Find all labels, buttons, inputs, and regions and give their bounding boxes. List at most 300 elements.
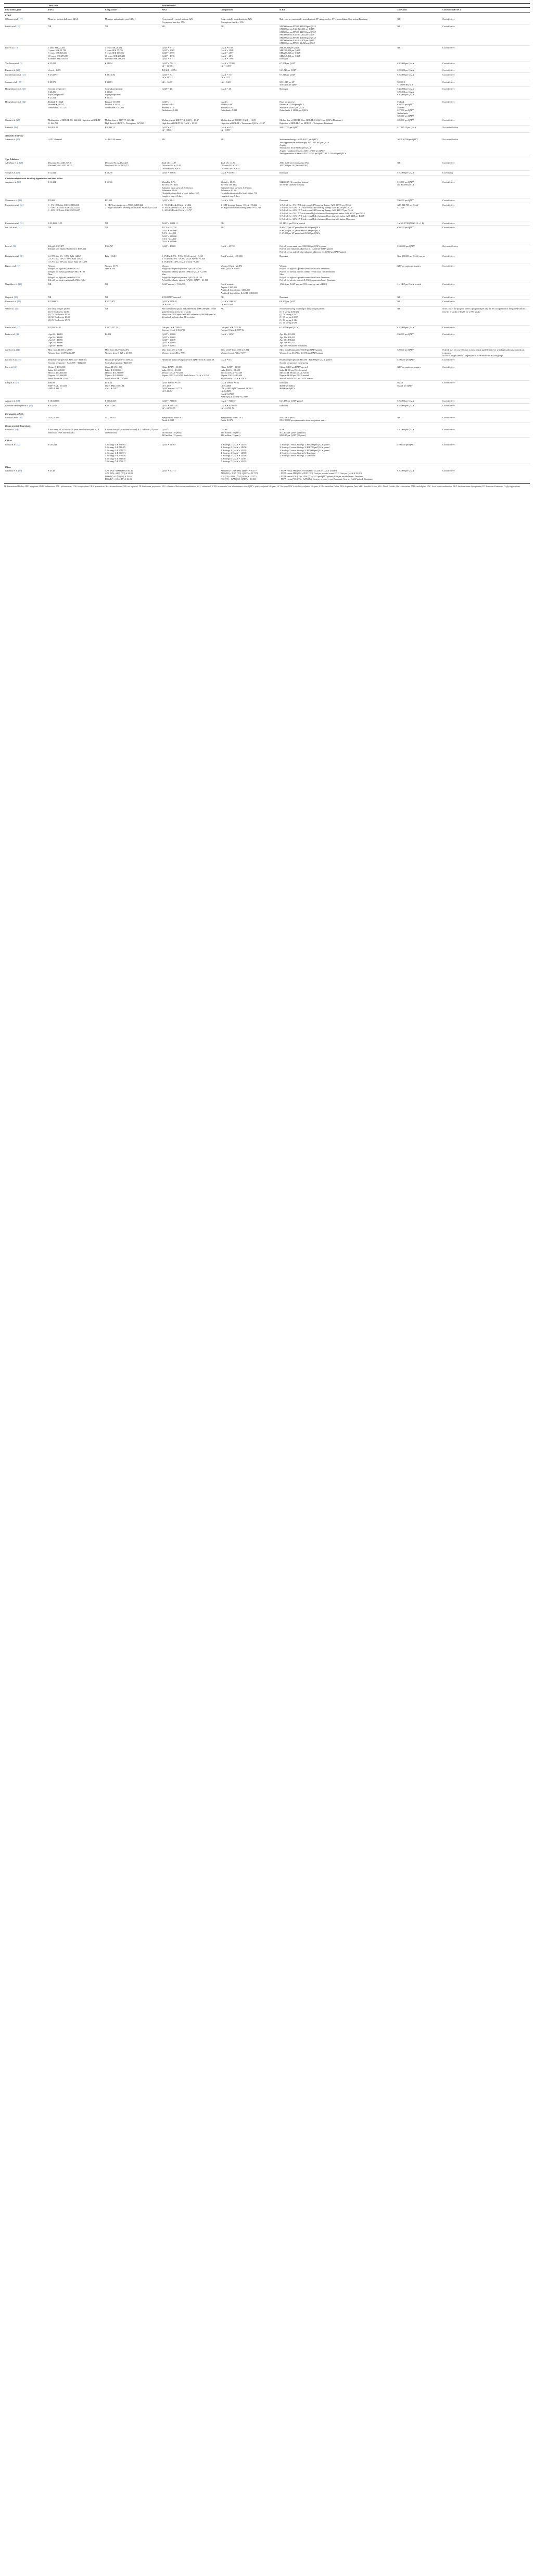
cell-line: Cost-effective: [442, 265, 455, 268]
conclusion-cell: [441, 24, 530, 45]
table-row: [4, 118, 530, 126]
author-name: Aguiar et al.: [5, 400, 16, 403]
threshold-cell: [396, 126, 441, 133]
cell-line: NR: [221, 24, 224, 28]
cell-line: € 20,000 per QALY: [397, 61, 414, 65]
author-name: O'Connor et al.: [5, 18, 18, 21]
comparator-cost-cell: [104, 72, 161, 80]
comparator-outcome-cell: [220, 87, 278, 100]
author-cell: [4, 332, 47, 348]
cell-line: Cost-effective: [442, 18, 455, 21]
cell-line: NR: [105, 24, 108, 28]
reference-link[interactable]: [42]: [17, 326, 20, 329]
comparator-outcome-cell: [220, 68, 278, 72]
reference-link[interactable]: [28]: [19, 161, 23, 164]
reference-link[interactable]: [33]: [19, 222, 23, 225]
cell-line: 3 × GDP per DALY averted: [397, 283, 422, 286]
comparator-cost-cell: [104, 161, 161, 171]
cell-line: Discount 10%: = 9.34: [221, 167, 240, 170]
cell-line: Women: from £1,078 to £2,097: [48, 351, 75, 354]
cell-line: 6. Polypill for >20% CVD risk versus High-cholesterol lowering with statins: Dominant: [279, 217, 355, 220]
comparator-cost-cell: [104, 403, 161, 410]
cell-line: $10,000 per QALY: [397, 180, 414, 183]
reference-link[interactable]: [53]: [18, 469, 22, 472]
fdc-outcome-cell: [161, 221, 220, 226]
cell-line: € 27,607.77: [48, 73, 59, 76]
reference-link[interactable]: [22]: [18, 80, 22, 83]
fdc-outcome-cell: [161, 443, 220, 464]
comparator-cost-cell: [104, 325, 161, 332]
cell-line: QALYs:: [161, 428, 169, 431]
cell-line: Finland: € 18,021: [48, 100, 63, 103]
cell-line: (1) 0: saving £ (80.27): [279, 310, 299, 313]
cell-line: Mexico: I$ 100 per DALY averted: [279, 371, 309, 374]
icer-cell: [278, 80, 396, 87]
comparator-outcome-cell: [220, 138, 278, 156]
table-row: [4, 87, 530, 100]
cell-line: QALY = 8.0040: [161, 171, 176, 175]
cell-line: Baht 100,000 per DALY averted: [397, 254, 425, 257]
fdc-outcome-cell: [161, 295, 220, 299]
author-name: Ong et al.: [5, 295, 14, 298]
author-cell: [4, 348, 47, 358]
reference-link[interactable]: [20]: [16, 69, 20, 72]
icer-cell: [278, 365, 396, 381]
reference-link[interactable]: [50]: [18, 416, 22, 419]
cell-line: Worst case (50% uptake and 50% adherence): 900,000 years of life gained without a first MI or stroke: [161, 313, 216, 319]
cell-line: QALY = 11.567: [221, 333, 235, 336]
reference-link[interactable]: [18]: [17, 24, 20, 28]
cell-line: $11,728: [397, 206, 404, 209]
cell-line: € 7,318 per QALY: [279, 73, 296, 76]
author-name: Bansback et al.: [5, 416, 18, 419]
cell-line: $102,767: [105, 244, 113, 247]
cell-line: € 10,628,669: [105, 400, 117, 403]
cell-line: Netherlands:: [397, 111, 409, 115]
cell-line: Discount 10%: AUD 19,775: [105, 164, 130, 167]
cell-line: € 30,000 per QALY: [397, 469, 414, 472]
conclusion-cell: [441, 428, 530, 438]
cell-line: Cost-effective: [442, 416, 455, 419]
conclusion-cell: [441, 443, 530, 464]
cell-line: QALY = 7.5509: [221, 61, 235, 65]
cell-line: Length of stay: 4.5 days: [161, 194, 183, 197]
comparator-outcome-cell: [220, 161, 278, 171]
cell-line: (1) 75: saving £ 16.12: [279, 313, 299, 316]
author-cell: [4, 171, 47, 175]
cell-line: Women:: [48, 265, 56, 268]
cell-line: Nigeria: I$ 3,898,000: [105, 374, 124, 377]
icer-cell: [278, 17, 396, 24]
cell-line: Sweden: € 18,934: [48, 103, 64, 106]
fdc-outcome-cell: [161, 203, 220, 221]
table-row: [4, 403, 530, 410]
cell-line: Cost-effective: [442, 295, 455, 298]
header-group-cell: [278, 4, 396, 8]
comparator-outcome-cell: [220, 358, 278, 365]
author-name: Wald et al.: [5, 307, 15, 310]
cell-line: $ 2,140.41 per DALY averted: [279, 222, 305, 225]
reference-link[interactable]: [44]: [16, 349, 20, 352]
cell-line: €20,000 per QALY: [397, 103, 414, 106]
comparator-outcome-cell: [220, 348, 278, 358]
reference-link[interactable]: [37]: [17, 265, 20, 268]
cell-line: High dose of BDP/FF + Tiotropium: QALY = 13.17: [221, 121, 265, 125]
section-heading-row: [4, 438, 530, 443]
comparator-cost-cell: [104, 61, 161, 68]
cell-line: Polypill plus enhanced adherence: $109,655: [48, 247, 86, 251]
table-row: [4, 365, 530, 381]
cell-line: Women: from 4.733 to 7.677: [221, 351, 246, 354]
cell-line: Men: from £1,275 to £2,074: [105, 349, 130, 352]
header-group-total-costs: Total costs: [47, 4, 161, 8]
reference-link[interactable]: [26]: [14, 126, 18, 129]
cell-line: Women: € 178: [105, 265, 118, 268]
threshold-cell: [396, 72, 441, 80]
cell-line: Age 45+: $3,090: [48, 335, 63, 339]
cell-line: $70,000: [48, 199, 56, 202]
fdc-cost-cell: [47, 203, 104, 221]
comparator-cost-cell: [104, 348, 161, 358]
fdc-cost-cell: [47, 416, 104, 422]
cell-line: Men: € 384: [105, 267, 115, 270]
reference-link[interactable]: [36]: [19, 254, 23, 257]
section-title: Cancer: [5, 439, 12, 442]
table-row: [4, 416, 530, 422]
comparator-cost-cell: [104, 332, 161, 348]
reference-link[interactable]: [46]: [13, 366, 17, 369]
cell-line: Sweden: 6.138: [161, 106, 175, 109]
cell-line: € 20,000 per QALY: [397, 88, 414, 91]
icer-cell: [278, 254, 396, 264]
cell-line: Age 55+: $3,096: [48, 341, 63, 344]
cell-line: 3. Strategy 3: $ 272,875: [105, 449, 126, 452]
comparator-outcome-cell: [220, 180, 278, 198]
author-cell: [4, 443, 47, 464]
cell-line: € 8,205 per QALY: [279, 300, 296, 303]
author-cell: [4, 72, 47, 80]
comparator-cost-cell: [104, 381, 161, 399]
cell-line: Cost-effective: [442, 469, 455, 472]
reference-link[interactable]: [34]: [17, 226, 21, 229]
comparator-cost-cell: [104, 24, 161, 45]
cell-line: AUD 50,000 per QALY: [397, 138, 418, 141]
table-row: [4, 443, 530, 464]
cell-line: SFC500 versus SAL: $41,011 per QALY: [279, 33, 315, 36]
comparator-outcome-cell: [220, 17, 278, 24]
threshold-cell: [396, 365, 441, 381]
fdc-cost-cell: [47, 282, 104, 295]
cell-line: NR: [397, 18, 401, 21]
comparator-cost-cell: [104, 99, 161, 118]
cell-line: APR (PO) + ONS (PO): QALYs = 0.4777: [221, 469, 257, 472]
cell-line: € 21,163: [48, 96, 56, 99]
threshold-cell: [396, 61, 441, 68]
cell-line: Survival: 493 days: [161, 183, 178, 186]
cell-line: Societal perspective: Cost-saving: [279, 361, 308, 364]
fdc-outcome-cell: [161, 87, 220, 100]
cell-line: NR: [48, 283, 52, 286]
reference-link[interactable]: [47]: [15, 381, 19, 384]
cell-line: A: LY = 244,009: [161, 226, 176, 229]
cell-line: 2 - High-cholesterol lowering with statins: ARS $40,273,626: [105, 206, 157, 209]
threshold-cell: [396, 226, 441, 244]
table-row: [4, 68, 530, 72]
icer-cell: [278, 300, 396, 307]
cell-line: Median dose of BDP/FF: £45,042: [105, 119, 134, 122]
reference-link[interactable]: [48]: [16, 400, 20, 403]
cell-line: Anti-hypertensive monotherapy: AUD 231,300 per QALY: [279, 141, 329, 144]
cell-line: QALY = 8.4902: [221, 171, 235, 175]
author-name: Megiddo et al.: [5, 283, 18, 286]
reference-link[interactable]: [30]: [17, 180, 21, 183]
cell-line: % successfully treated patients: 62%: [161, 18, 193, 21]
fdc-outcome-cell: [161, 68, 220, 72]
comparator-outcome-cell: [220, 24, 278, 45]
table-row: [4, 161, 530, 171]
cell-line: FOS (IV) + GAN (IV): € 64.01: [105, 478, 132, 481]
cell-line: C: €7,800 per LY gained and €9,500 per QALY: [279, 232, 320, 235]
comparator-outcome-cell: [220, 307, 278, 325]
fdc-cost-cell: [47, 399, 104, 403]
cell-line: Cost-effective: [442, 254, 455, 257]
cell-line: Median dose of BDP/FF-G vs. BDP/FF: £121,214 per QALY (Dominant): [279, 119, 342, 122]
comparator-cost-cell: [104, 264, 161, 282]
cell-line: $465.90: [48, 381, 56, 384]
reference-link[interactable]: [43]: [16, 333, 20, 336]
fdc-cost-cell: [47, 348, 104, 358]
reference-link[interactable]: [5]: [20, 61, 22, 65]
conclusion-cell: [441, 45, 530, 61]
cell-line: Sweden: 6.163: [221, 106, 234, 109]
comparator-outcome-cell: [220, 99, 278, 118]
column-header: FDCs: [47, 8, 104, 12]
fdc-outcome-cell: [161, 300, 220, 307]
reference-link[interactable]: [29]: [16, 171, 20, 175]
author-cell: [4, 244, 47, 254]
cell-line: - NEPA versus APR (PO) + ONS (PO): € 3,236 per QALY avoided: [279, 469, 337, 472]
cell-line: 3. CVD risk: 20% and above: Baht 1,014,678: [48, 260, 87, 263]
threshold-cell: [396, 443, 441, 464]
cell-line: €20,000 per QALY: [397, 226, 414, 229]
cell-line: $ 1,994,818: [48, 300, 59, 303]
cell-line: QALY = 2.897: [221, 52, 234, 55]
author-name: Hoogendoorn et al.: [5, 88, 22, 91]
cell-line: 50,000 $: [397, 80, 405, 83]
fdc-cost-cell: [47, 138, 104, 156]
fdc-outcome-cell: [161, 469, 220, 481]
table-row: [4, 180, 530, 198]
cell-line: 7. Strategy 7: QALY = 14.495: [221, 460, 247, 463]
threshold-cell: [396, 416, 441, 422]
cell-line: Women:: [161, 265, 169, 268]
cell-line: LY = 8.857: [221, 129, 231, 132]
cell-line: Cost-effective: [442, 69, 455, 72]
conclusion-cell: [441, 399, 530, 403]
cell-line: DALY averted:: [221, 283, 234, 286]
cell-line: Payer perspective:: [279, 100, 296, 103]
reference-link[interactable]: [19]: [15, 46, 19, 49]
cell-line: Polypill versus usual care: $390,900 per QALY gained: [279, 244, 326, 247]
cell-line: Societal perspective:: [48, 88, 66, 91]
threshold-cell: [396, 24, 441, 45]
author-name: Sampaio et al.: [5, 80, 18, 83]
cell-line: QALY = 5148.35: [221, 300, 236, 303]
column-header: Comparators: [220, 8, 278, 12]
reference-link[interactable]: [21]: [22, 73, 26, 76]
reference-link[interactable]: [31]: [18, 199, 22, 202]
cell-line: 1. Strategy 1: $ 273,904: [105, 443, 126, 446]
cell-line: Cost-effective: [442, 428, 455, 431]
icer-cell: [278, 282, 396, 295]
author-cell: [4, 282, 47, 295]
cell-line: China: I$ 3,941,000: [105, 366, 122, 369]
cell-line: Cost-effective: [442, 73, 455, 76]
cell-line: 1 year: SEK 26,603: [105, 46, 122, 49]
author-cell: [4, 469, 47, 481]
reference-link[interactable]: [27]: [16, 138, 20, 141]
cell-line: QALY = 11.669: [161, 335, 176, 339]
cell-line: Cost per QALY: € 8,877.04: [221, 328, 245, 331]
document-page: [0, 0, 534, 492]
fdc-outcome-cell: [161, 403, 220, 410]
cell-line: Aspirin: 1,860,000: [221, 285, 237, 289]
author-name: Ferket et al.: [5, 333, 16, 336]
author-cell: [4, 416, 47, 422]
author-cell: [4, 45, 47, 61]
author-cell: [4, 403, 47, 410]
reference-link[interactable]: [52]: [16, 443, 20, 446]
cell-line: $ 25,575: [48, 80, 56, 83]
comparator-outcome-cell: [220, 61, 278, 68]
cell-line: - NEPA versus FOS (IV) + GAN (IV): Cost per avoided event: Dominant; Cost per QALY gained: Dominant: [279, 478, 373, 481]
cell-line: 1 - 10% CVD risk: ARS $43,233,355: [48, 206, 80, 209]
table-row: [4, 428, 530, 438]
cell-line: $ 13,384: [48, 180, 56, 183]
cell-line: Cost-effective: [442, 61, 455, 65]
author-name: Serra-Rexach et al.: [5, 73, 22, 76]
table-row: [4, 221, 530, 226]
cell-line: 5. Strategy 5 versus Strategy 7: Dominant: [279, 454, 315, 457]
cell-line: € 23,295: [48, 90, 56, 93]
cell-line: QALY = 5278.48: [161, 300, 177, 303]
comparator-outcome-cell: [220, 399, 278, 403]
conclusion-cell: [441, 126, 530, 133]
threshold-cell: [396, 198, 441, 203]
cell-line: $ 13,250: [105, 171, 113, 175]
reference-link[interactable]: [51]: [15, 428, 19, 431]
cell-line: Age 45+: $36,912: [279, 335, 295, 339]
cell-line: QALY = 1.905: [161, 49, 175, 52]
cell-line: (1) 25: Total costs: £7.74: [48, 318, 70, 321]
cell-line: FOS (IV) + GAN (IV): QALYs = 0.0183: [221, 478, 256, 481]
threshold-cell: [396, 381, 441, 399]
cell-line: OM + AML: $ 501.84: [105, 384, 124, 387]
cell-line: QALY = 7329.57: [221, 400, 236, 403]
cell-line: € 1,877.06 per QALY: [279, 326, 298, 329]
cell-line: Age 60+: Absolutely dominated: [279, 344, 307, 347]
fdc-cost-cell: [47, 161, 104, 171]
comparator-cost-cell: [104, 138, 161, 156]
cell-line: Polypill for high-risk patients versus usual care: Dominant: [279, 276, 330, 279]
cell-line: 6. Strategy 6: $ 284,648: [105, 457, 126, 460]
reference-link[interactable]: [25]: [16, 119, 20, 122]
comparator-outcome-cell: [220, 72, 278, 80]
comparator-cost-cell: [104, 282, 161, 295]
cell-line: € 30,000 per QALY: [397, 400, 414, 403]
reference-link[interactable]: [32]: [19, 203, 23, 206]
reference-link[interactable]: [35]: [12, 244, 17, 247]
cell-line: QALY = 2.959: [161, 52, 175, 55]
icer-cell: [278, 307, 396, 325]
reference-link[interactable]: [45]: [17, 358, 21, 362]
reference-link[interactable]: [24]: [22, 100, 26, 103]
reference-link[interactable]: [49]: [29, 404, 33, 407]
cell-line: LY: 14.3838: [221, 384, 232, 387]
fdc-cost-cell: [47, 180, 104, 198]
cell-line: APR (PO) + DXD (PO): QALYs = 12.7571: [221, 472, 258, 475]
fdc-cost-cell: [47, 221, 104, 226]
fdc-cost-cell: [47, 403, 104, 410]
cell-line: OM = AML: $ 534.50: [48, 384, 68, 387]
section-heading-row: [4, 422, 530, 428]
cell-line: Finland: € 18,075: [105, 100, 120, 103]
cell-line: LY: 14.5493: [221, 390, 232, 393]
reference-link[interactable]: [17]: [19, 18, 22, 21]
fdc-cost-cell: [47, 72, 104, 80]
cell-line: QALY = 4.976: [161, 54, 175, 57]
fdc-cost-cell: [47, 295, 104, 299]
cell-line: 1,960 $ per DALY averted (70% coverage rate of FDC): [279, 283, 327, 286]
cell-line: Men:: [161, 273, 167, 276]
reference-link[interactable]: [38]: [18, 283, 22, 286]
cell-line: QALYs:: [161, 100, 169, 103]
conclusion-cell: [441, 332, 530, 348]
fdc-outcome-cell: [161, 138, 220, 156]
cell-line: $50,000 per QALY: [397, 199, 414, 202]
reference-link[interactable]: [40]: [17, 300, 21, 303]
conclusion-cell: [441, 244, 530, 254]
section-heading-row: [4, 156, 530, 161]
table-row: [4, 282, 530, 295]
fdc-outcome-cell: [161, 180, 220, 198]
cell-line: Polypill for obesity patients (LANS) versus usual care: Dominant: [279, 279, 336, 282]
cell-line: 5. Polypill for >10% CVD risk versus High-cholesterol lowering with statins: ARS $418 per DALY: [279, 215, 365, 218]
icer-cell: [278, 24, 396, 45]
cell-line: $ 285,648: [48, 443, 57, 446]
cell-line: Estimated mean survival: 5.03 years: [161, 186, 193, 189]
cell-line: NR: [105, 295, 108, 298]
cell-line: Cost-effective: [442, 203, 455, 206]
cell-line: India: I$ 100 per DALY averted: [279, 368, 307, 371]
cell-line: Societal perspective: -$220,378 - -$212,850: [48, 361, 86, 364]
conclusion-cell: [441, 68, 530, 72]
reference-link[interactable]: [39]: [14, 295, 18, 298]
cell-line: €47,700 per QALY: [397, 109, 414, 112]
cell-line: B: LY = 244,001: [161, 232, 176, 235]
comparator-cost-cell: [104, 180, 161, 198]
cell-line: Age 60+: $3,090: [48, 344, 63, 347]
reference-link[interactable]: [23]: [22, 88, 26, 91]
table-row: [4, 138, 530, 156]
cell-line: Finland: 6.142: [161, 103, 174, 106]
cell-line: If cost of polypill below £50 per year: Cost-effective for all sub-groups: [442, 354, 503, 357]
table-row: [4, 381, 530, 399]
reference-link[interactable]: [41]: [15, 307, 19, 310]
author-name: Ohrnia et al.: [5, 119, 16, 122]
cell-line: (1) 15: saving £ 6.98: [279, 321, 298, 325]
cell-line: € 28,410.92: [105, 73, 116, 76]
